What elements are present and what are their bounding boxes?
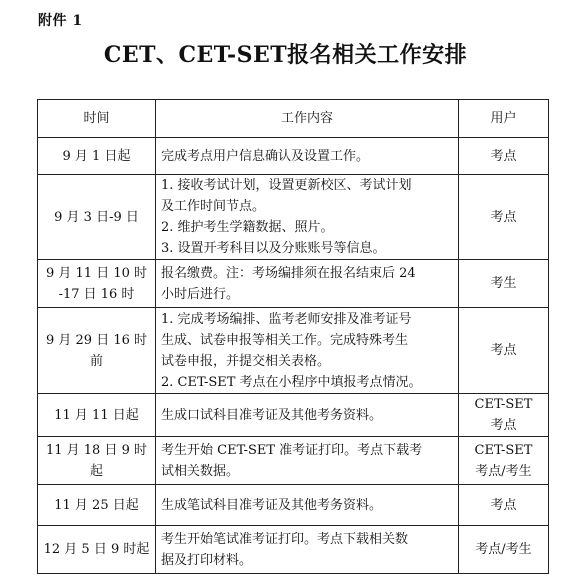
user-line: 考点 [490, 209, 517, 225]
schedule-table [37, 99, 549, 574]
work-line: 考生开始 CET-SET 准考证打印。考点下载考 [161, 442, 423, 458]
work-line: 小时后进行。 [161, 286, 240, 302]
work-line: 试相关数据。 [161, 463, 240, 479]
work-line: 1. 接收考试计划，设置更新校区、考试计划 [161, 178, 412, 193]
time-line: 9 月 11 日 10 时 [45, 265, 148, 281]
user-cell [459, 175, 549, 260]
table-row [38, 260, 549, 308]
table-row [38, 308, 549, 394]
table-row [38, 175, 549, 260]
time-line: 9 月 29 日 16 时前 [45, 332, 148, 369]
work-line: 报名缴费。注：考场编排须在报名结束后 24 [161, 265, 416, 281]
user-line: CET-SET [474, 397, 533, 412]
user-cell [459, 437, 549, 485]
table-row [38, 394, 549, 437]
table-row [38, 485, 549, 526]
user-cell [459, 485, 549, 526]
user-line: 考点 [490, 148, 517, 164]
user-cell [459, 526, 549, 574]
work-cell [156, 308, 459, 394]
work-line: 生成、试卷申报等相关工作。完成特殊考生 [161, 332, 409, 348]
table-row [38, 138, 549, 175]
header-user: 用户 [459, 100, 549, 138]
table-header-row [38, 100, 549, 138]
time-line: 9 月 1 日起 [62, 148, 131, 164]
header-work: 工作内容 [156, 100, 459, 138]
work-cell [156, 437, 459, 485]
table-row [38, 526, 549, 574]
time-cell [38, 437, 156, 485]
time-cell [38, 175, 156, 260]
user-line: 考点/考生 [475, 542, 532, 557]
time-cell [38, 138, 156, 175]
time-cell [38, 394, 156, 437]
time-line: 12 月 5 日 9 时起 [43, 542, 150, 557]
schedule-body [38, 138, 549, 574]
time-cell [38, 260, 156, 308]
work-line: 2. 维护考生学籍数据、照片。 [161, 220, 334, 235]
work-cell [156, 138, 459, 175]
work-line: 2. CET-SET 考点在小程序中填报考点情况。 [161, 374, 422, 390]
user-cell [459, 394, 549, 437]
page-title: CET、CET-SET报名相关工作安排 [103, 42, 468, 68]
user-line: 考点 [490, 418, 517, 433]
header-time: 时间 [38, 100, 156, 138]
time-line: 11 月 25 日起 [54, 497, 139, 513]
work-line: 1. 完成考场编排、监考老师安排及准考证号 [161, 311, 412, 327]
work-line: 据及打印材料。 [161, 552, 253, 568]
table-row [38, 437, 549, 485]
work-cell [156, 485, 459, 526]
work-cell [156, 526, 459, 574]
time-cell [38, 485, 156, 526]
work-line: 3. 设置开考科目以及分账账号等信息。 [161, 241, 386, 256]
time-line: 9 月 3 日-9 日 [54, 209, 139, 225]
work-cell [156, 260, 459, 308]
user-line: CET-SET [474, 442, 533, 458]
time-cell [38, 526, 156, 574]
user-line: 考生 [490, 276, 517, 291]
work-cell [156, 394, 459, 437]
attachment-label: 附件 1 [38, 13, 83, 29]
time-line: 11 月 18 日 9 时起 [45, 442, 148, 479]
work-line: 及工作时间节点。 [161, 199, 266, 214]
user-line: 考点 [490, 343, 517, 358]
user-line: 考点 [490, 497, 517, 513]
time-cell [38, 308, 156, 394]
time-line: -17 日 16 时 [58, 286, 135, 302]
work-line: 试卷申报，并提交相关表格。 [161, 353, 331, 369]
work-line: 完成考点用户信息确认及设置工作。 [161, 148, 370, 164]
work-line: 生成笔试科目准考证及其他考务资料。 [161, 497, 383, 513]
user-line: 考点/考生 [475, 463, 532, 479]
user-cell [459, 138, 549, 175]
user-cell [459, 260, 549, 308]
work-line: 考生开始笔试准考证打印。考点下载相关数 [161, 531, 409, 547]
time-line: 11 月 11 日起 [54, 407, 139, 423]
work-cell [156, 175, 459, 260]
work-line: 生成口试科目准考证及其他考务资料。 [161, 407, 383, 423]
user-cell [459, 308, 549, 394]
